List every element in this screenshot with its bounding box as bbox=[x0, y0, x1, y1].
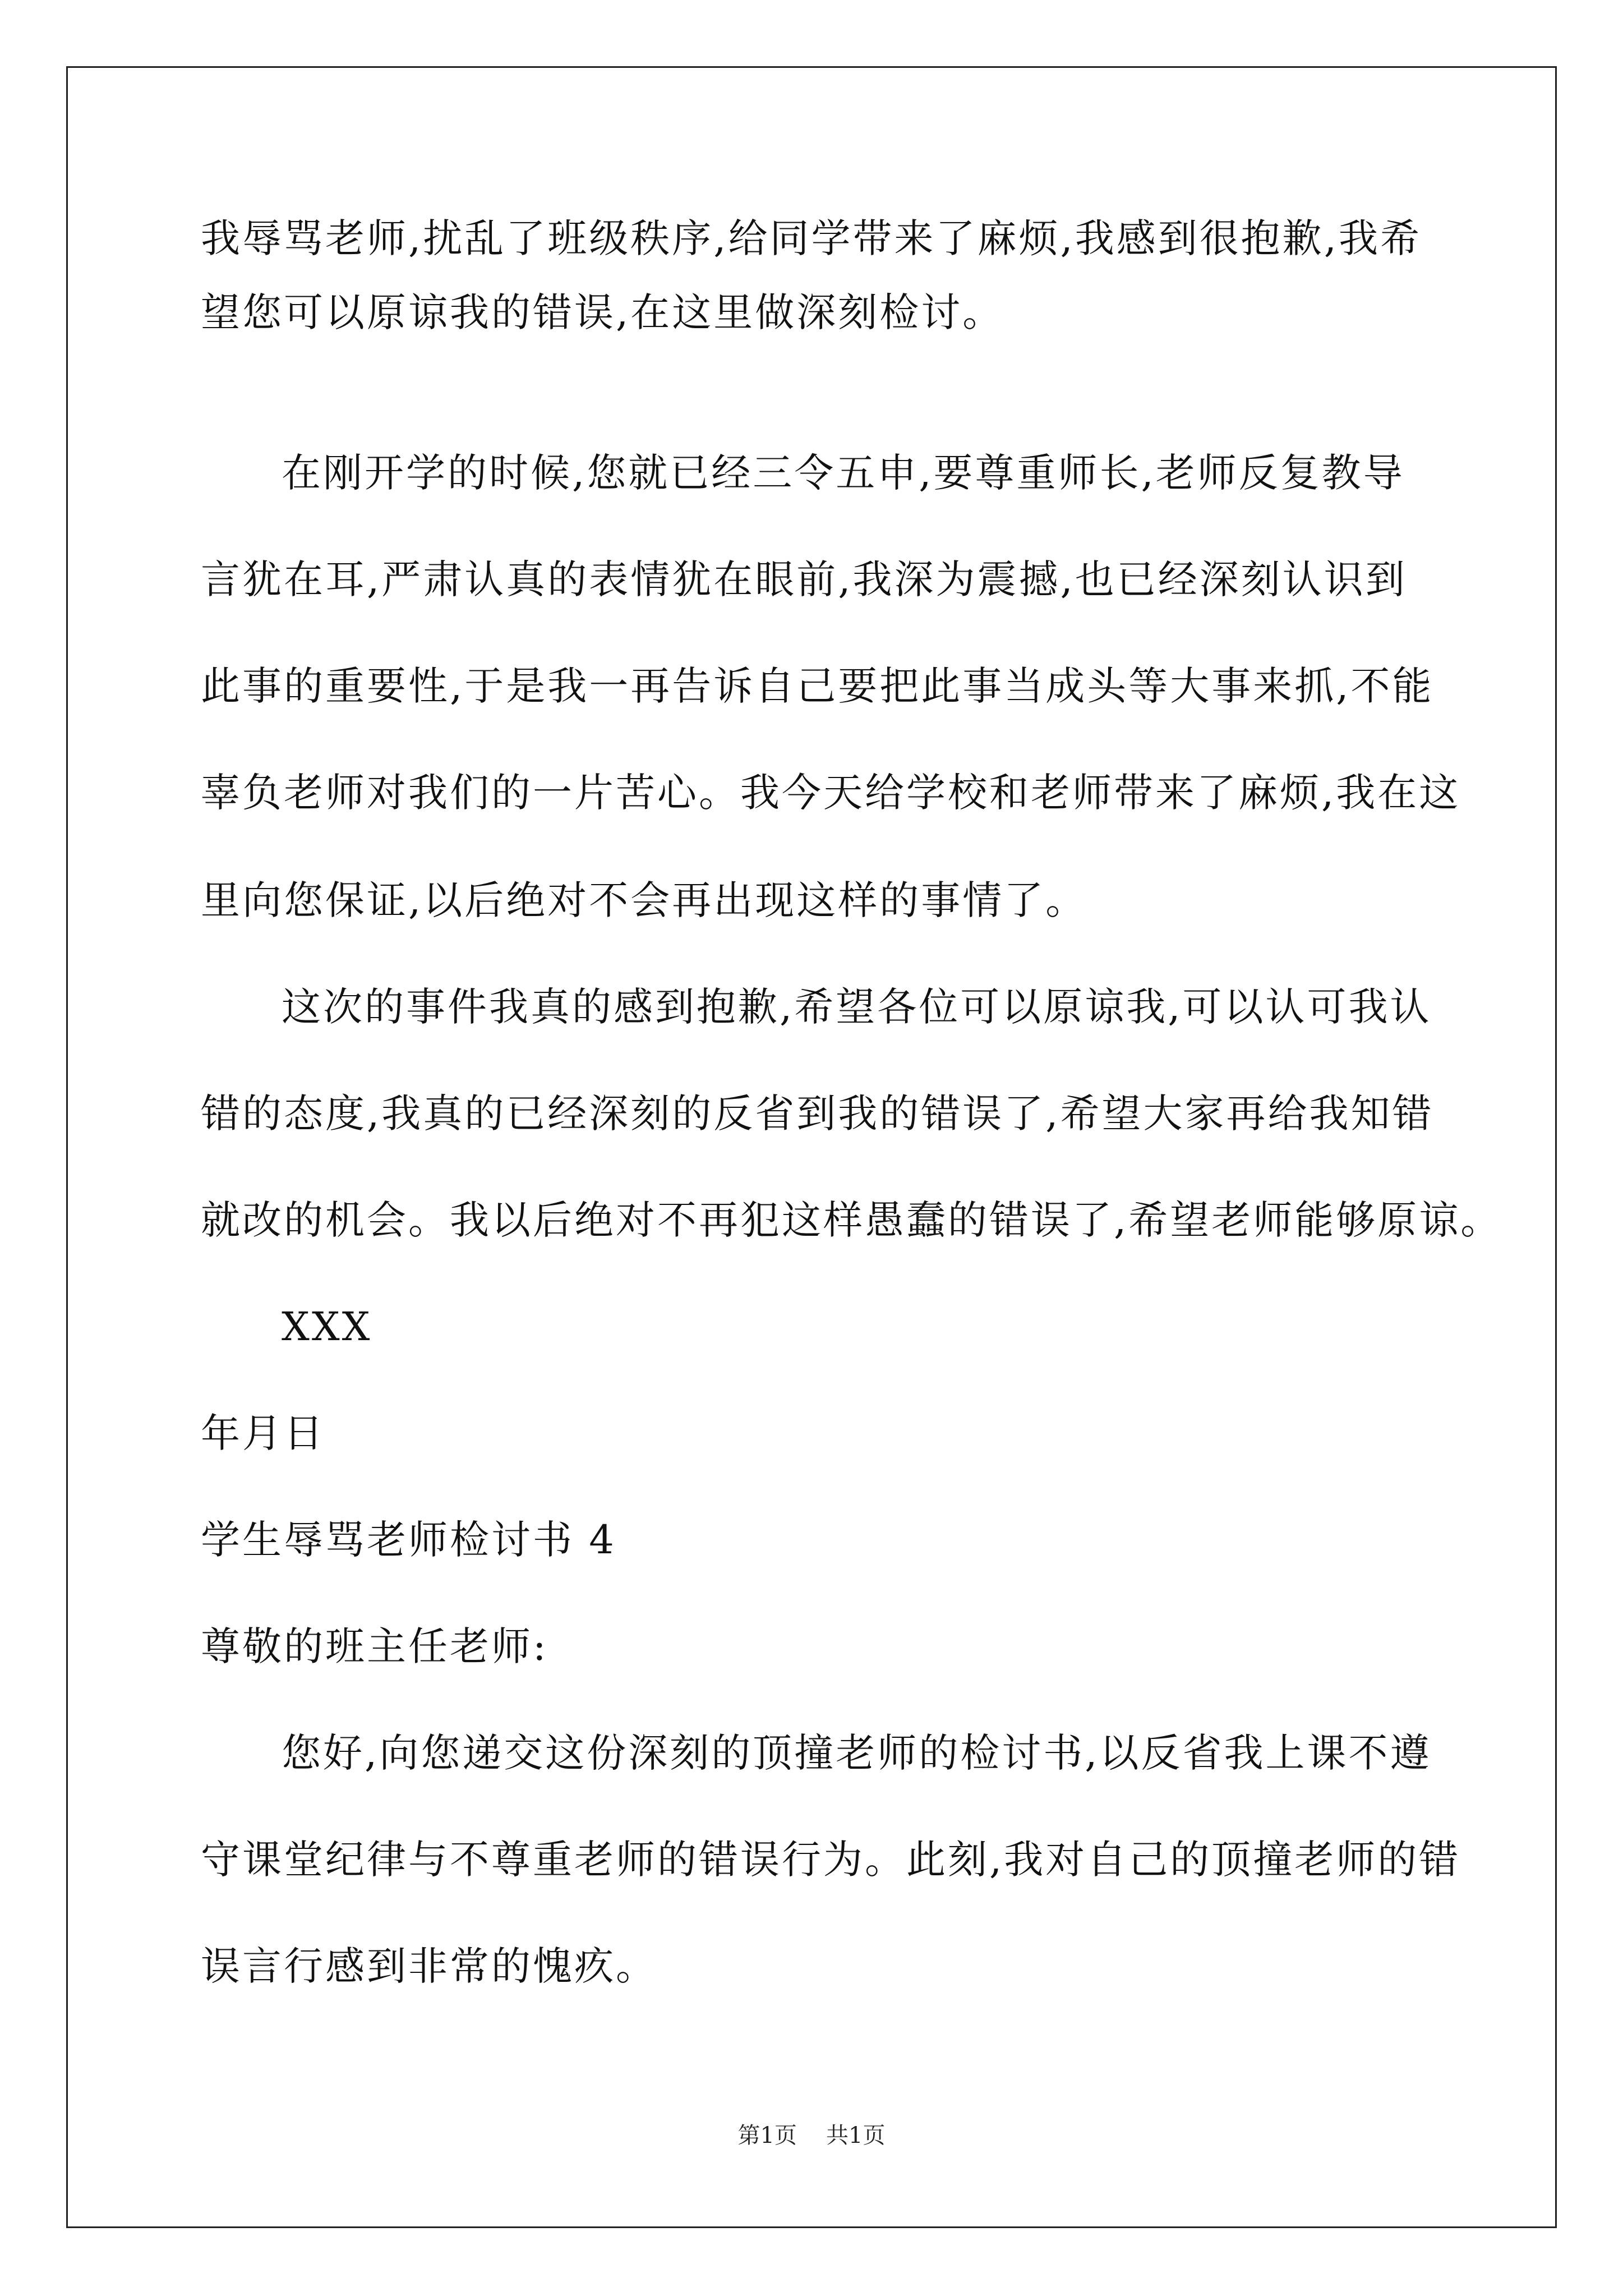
body-line-2: 望您可以原谅我的错误,在这里做深刻检讨。 bbox=[201, 289, 1004, 335]
body-line-9: 错的态度,我真的已经深刻的反省到我的错误了,希望大家再给我知错 bbox=[201, 1091, 1434, 1137]
body-line-7: 里向您保证,以后绝对不会再出现这样的事情了。 bbox=[201, 877, 1087, 923]
page-number: 第1页 bbox=[737, 2123, 797, 2148]
body-line-15: 您好,向您递交这份深刻的顶撞老师的检讨书,以反省我上课不遵 bbox=[282, 1730, 1432, 1776]
salutation: 尊敬的班主任老师: bbox=[201, 1623, 548, 1669]
page-footer bbox=[0, 2122, 1623, 2150]
body-line-3: 在刚开学的时候,您就已经三令五申,要尊重师长,老师反复教导 bbox=[282, 450, 1405, 496]
signature: XXX bbox=[282, 1304, 372, 1350]
body-line-6: 辜负老师对我们的一片苦心。我今天给学校和老师带来了麻烦,我在这 bbox=[201, 770, 1461, 816]
page-border bbox=[66, 66, 1557, 2228]
page-total: 共1页 bbox=[826, 2123, 886, 2148]
date-line: 年月日 bbox=[201, 1410, 325, 1456]
section-title: 学生辱骂老师检讨书 4 bbox=[201, 1517, 616, 1563]
body-line-8: 这次的事件我真的感到抱歉,希望各位可以原谅我,可以认可我认 bbox=[282, 984, 1432, 1030]
body-line-1: 我辱骂老师,扰乱了班级秩序,给同学带来了麻烦,我感到很抱歉,我希 bbox=[201, 215, 1422, 261]
body-line-17: 误言行感到非常的愧疚。 bbox=[201, 1943, 657, 1989]
body-line-5: 此事的重要性,于是我一再告诉自己要把此事当成头等大事来抓,不能 bbox=[201, 663, 1434, 709]
body-line-10: 就改的机会。我以后绝对不再犯这样愚蠢的错误了,希望老师能够原谅。 bbox=[201, 1197, 1502, 1243]
body-line-16: 守课堂纪律与不尊重老师的错误行为。此刻,我对自己的顶撞老师的错 bbox=[201, 1837, 1461, 1883]
body-line-4: 言犹在耳,严肃认真的表情犹在眼前,我深为震撼,也已经深刻认识到 bbox=[201, 556, 1407, 602]
